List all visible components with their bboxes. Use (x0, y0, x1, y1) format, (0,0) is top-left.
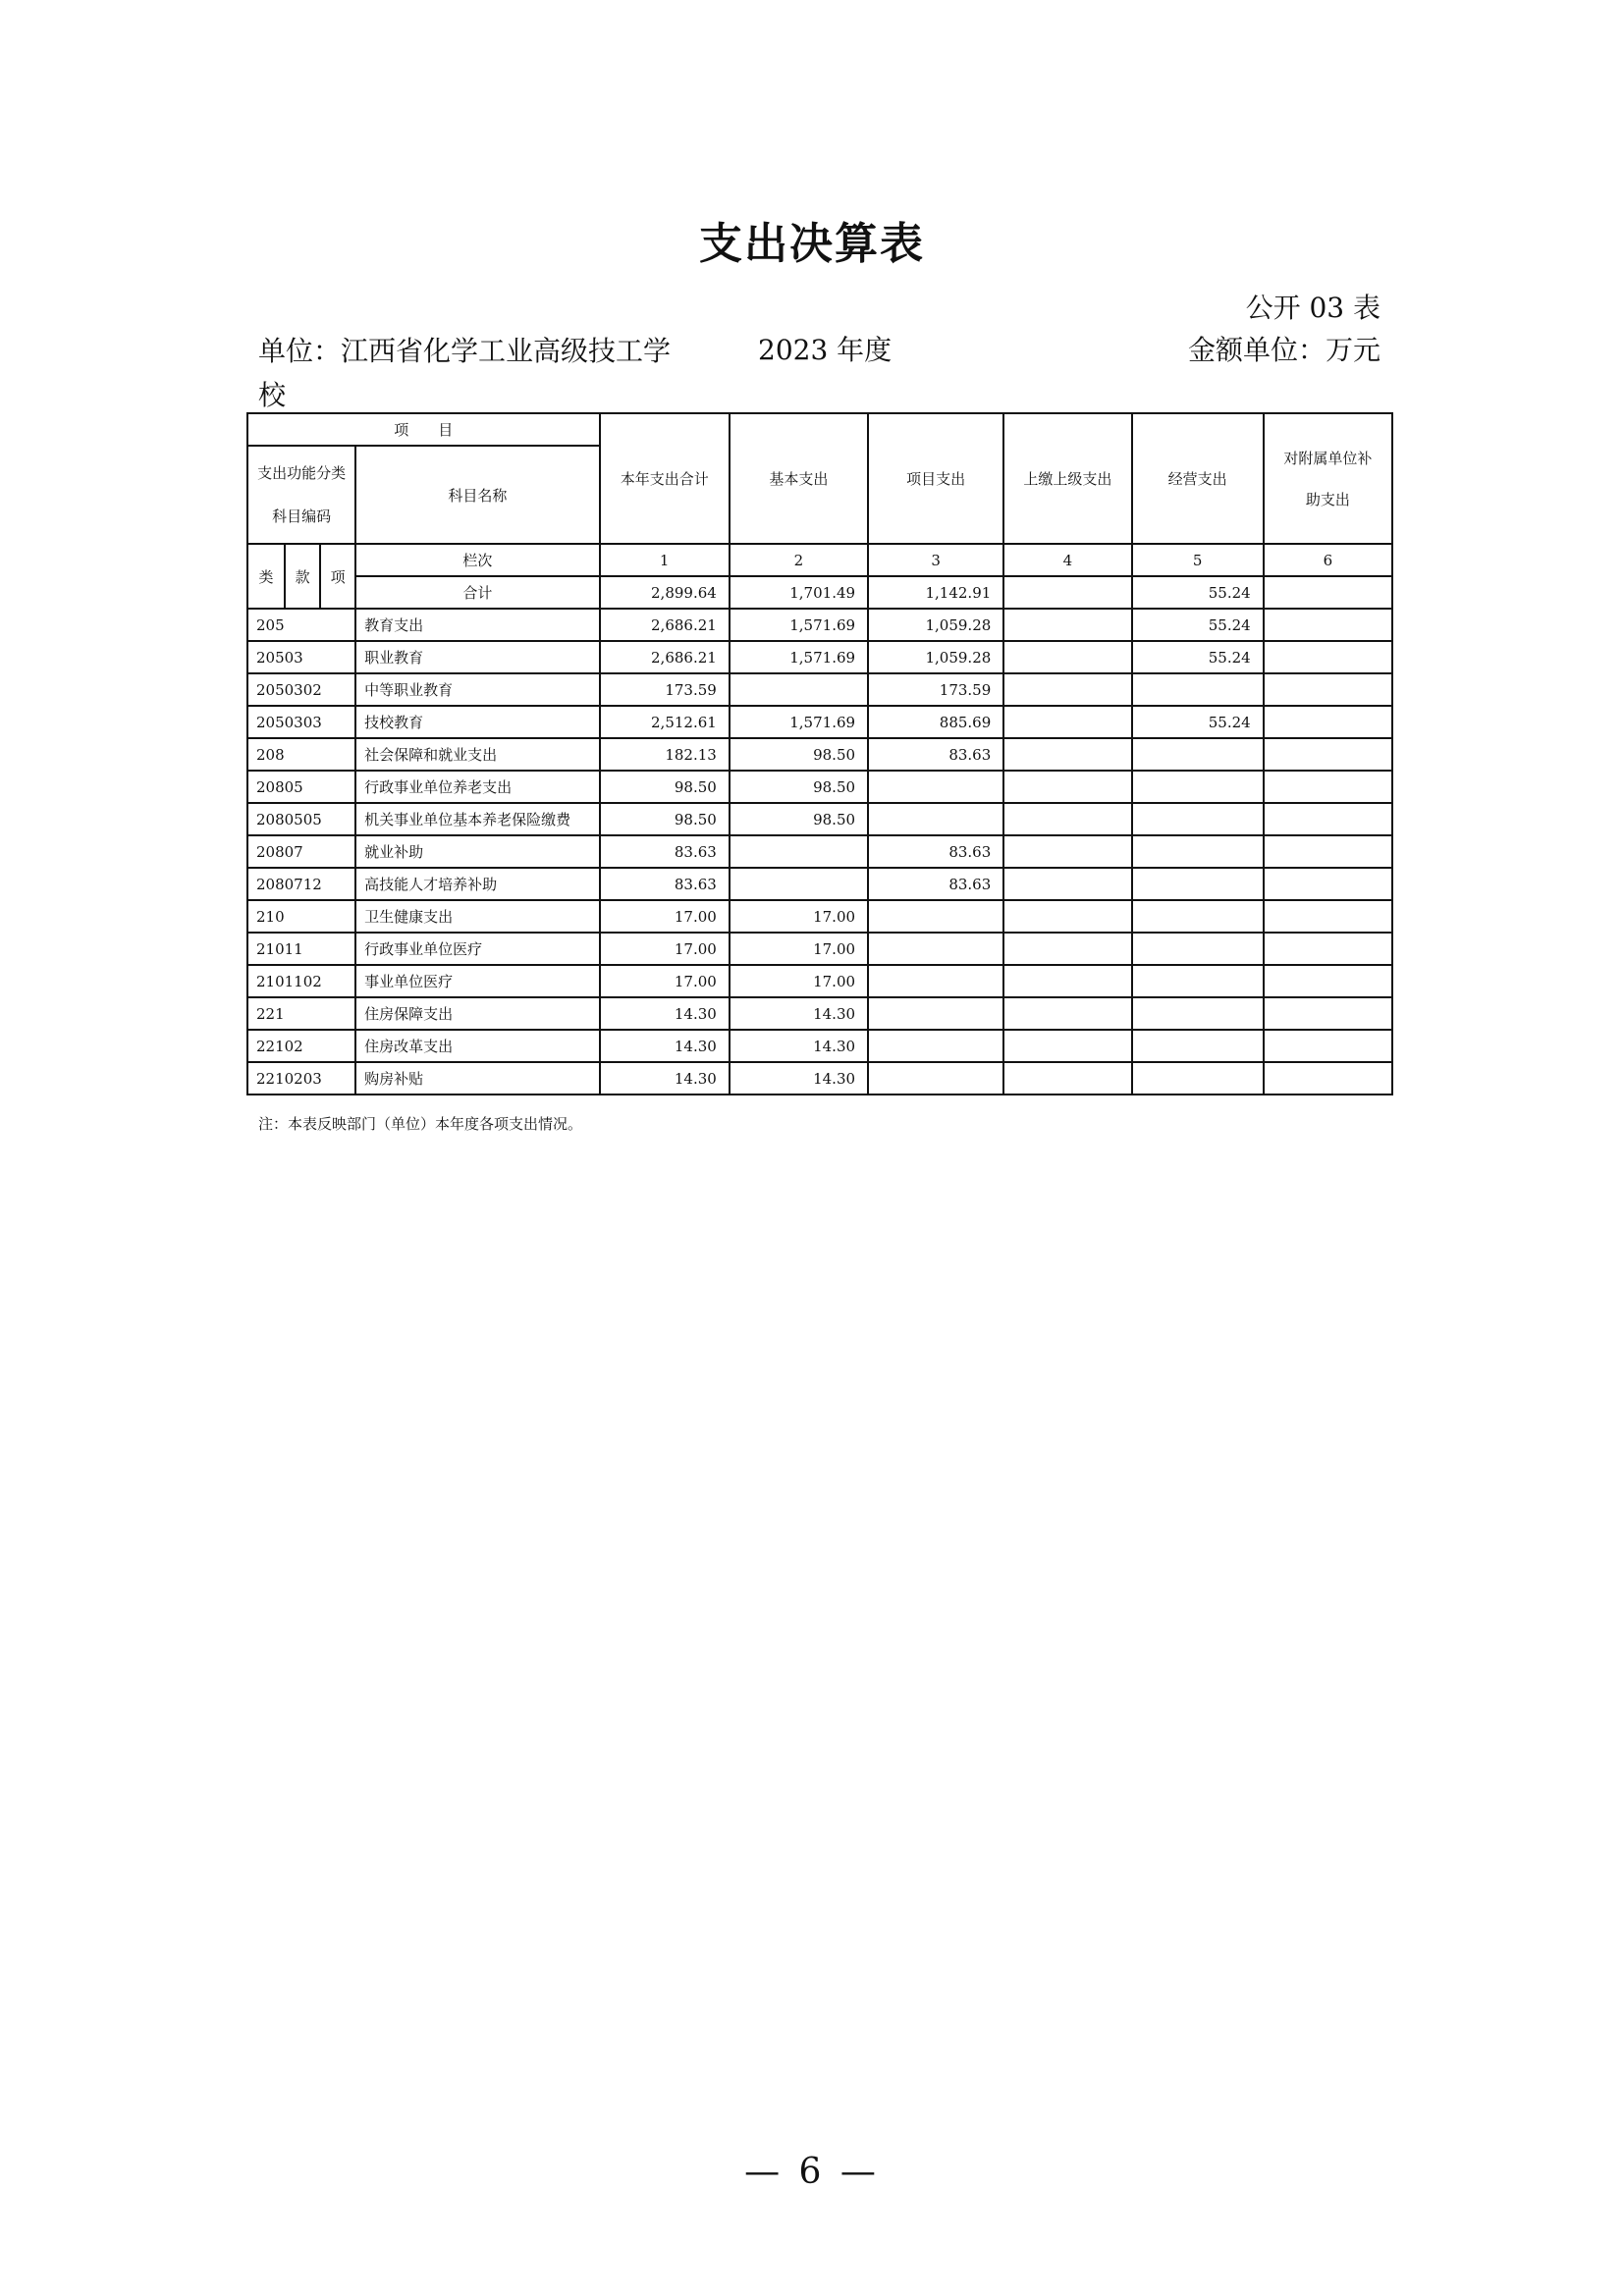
row-c1: 83.63 (600, 868, 730, 900)
row-c3 (868, 771, 1003, 803)
fiscal-year: 2023 年度 (758, 334, 893, 366)
row-c6 (1264, 609, 1392, 641)
row-c4 (1003, 641, 1131, 673)
table-note: 注：本表反映部门（单位）本年度各项支出情况。 (258, 1115, 583, 1133)
row-c1: 14.30 (600, 1062, 730, 1095)
row-c2 (730, 868, 868, 900)
header-kuan: 款 (285, 544, 320, 609)
table-body (247, 609, 1392, 1095)
row-code: 2080505 (247, 803, 355, 835)
row-c3: 83.63 (868, 738, 1003, 771)
row-c1: 2,512.61 (600, 706, 730, 738)
row-subject-name: 高技能人才培养补助 (355, 868, 599, 900)
table-row (247, 1062, 1392, 1095)
row-c2: 14.30 (730, 1062, 868, 1095)
table-row (247, 641, 1392, 673)
row-c4 (1003, 933, 1131, 965)
header-col3: 项目支出 (868, 413, 1003, 544)
header-n2: 2 (730, 544, 868, 576)
row-c5 (1132, 933, 1264, 965)
row-c2: 17.00 (730, 933, 868, 965)
row-c2 (730, 673, 868, 706)
table-row (247, 965, 1392, 997)
row-code: 2080712 (247, 868, 355, 900)
row-c3: 173.59 (868, 673, 1003, 706)
table-row (247, 803, 1392, 835)
total-c1: 2,899.64 (600, 576, 730, 609)
page-number: — 6 — (744, 2152, 880, 2192)
row-c2: 17.00 (730, 900, 868, 933)
row-subject-name: 购房补贴 (355, 1062, 599, 1095)
row-c2: 14.30 (730, 1030, 868, 1062)
header-col6 (1264, 413, 1392, 544)
row-c5 (1132, 868, 1264, 900)
row-c5 (1132, 771, 1264, 803)
row-c5 (1132, 965, 1264, 997)
row-c3: 83.63 (868, 868, 1003, 900)
row-subject-name: 教育支出 (355, 609, 599, 641)
row-c6 (1264, 900, 1392, 933)
row-c5 (1132, 1030, 1264, 1062)
row-c3 (868, 965, 1003, 997)
total-c6 (1264, 576, 1392, 609)
header-col-label: 栏次 (355, 544, 599, 576)
table-header (247, 413, 1392, 609)
row-c6 (1264, 997, 1392, 1030)
row-c2: 98.50 (730, 738, 868, 771)
row-subject-name: 职业教育 (355, 641, 599, 673)
row-c1: 173.59 (600, 673, 730, 706)
header-item: 项 目 (247, 413, 600, 446)
header-n5: 5 (1132, 544, 1264, 576)
row-code: 208 (247, 738, 355, 771)
header-n4: 4 (1003, 544, 1131, 576)
row-c4 (1003, 803, 1131, 835)
row-c6 (1264, 738, 1392, 771)
row-c5 (1132, 803, 1264, 835)
row-c3: 885.69 (868, 706, 1003, 738)
row-c1: 98.50 (600, 771, 730, 803)
row-c4 (1003, 1030, 1131, 1062)
header-lei: 类 (247, 544, 285, 609)
table-row (247, 1030, 1392, 1062)
row-c3 (868, 900, 1003, 933)
row-c4 (1003, 738, 1131, 771)
row-code: 210 (247, 900, 355, 933)
header-func-code (247, 446, 355, 544)
row-c3 (868, 1062, 1003, 1095)
row-code: 20807 (247, 835, 355, 868)
row-c3 (868, 933, 1003, 965)
row-c6 (1264, 706, 1392, 738)
row-subject-name: 技校教育 (355, 706, 599, 738)
row-code: 221 (247, 997, 355, 1030)
header-col4: 上缴上级支出 (1003, 413, 1131, 544)
header-col2: 基本支出 (730, 413, 868, 544)
row-c4 (1003, 1062, 1131, 1095)
row-c3 (868, 803, 1003, 835)
row-c2: 14.30 (730, 997, 868, 1030)
table-row (247, 673, 1392, 706)
row-c1: 2,686.21 (600, 609, 730, 641)
header-col6-line2: 助支出 (1305, 490, 1350, 508)
row-c2: 17.00 (730, 965, 868, 997)
row-c6 (1264, 835, 1392, 868)
row-c4 (1003, 673, 1131, 706)
row-c1: 14.30 (600, 997, 730, 1030)
row-c6 (1264, 803, 1392, 835)
row-c1: 17.00 (600, 933, 730, 965)
row-c4 (1003, 835, 1131, 868)
header-func-code-line1: 支出功能分类 (257, 464, 347, 482)
row-c2 (730, 835, 868, 868)
row-c4 (1003, 706, 1131, 738)
row-subject-name: 社会保障和就业支出 (355, 738, 599, 771)
row-code: 20503 (247, 641, 355, 673)
row-c1: 17.00 (600, 965, 730, 997)
row-c1: 14.30 (600, 1030, 730, 1062)
row-c6 (1264, 868, 1392, 900)
total-row (247, 576, 1392, 609)
row-c4 (1003, 609, 1131, 641)
row-c1: 182.13 (600, 738, 730, 771)
row-code: 2210203 (247, 1062, 355, 1095)
header-func-code-line2: 科目编码 (272, 507, 332, 525)
row-c6 (1264, 771, 1392, 803)
form-number: 公开 03 表 (1245, 292, 1380, 324)
row-c1: 17.00 (600, 900, 730, 933)
row-subject-name: 住房改革支出 (355, 1030, 599, 1062)
row-subject-name: 行政事业单位养老支出 (355, 771, 599, 803)
table-row (247, 706, 1392, 738)
table-row (247, 868, 1392, 900)
row-code: 21011 (247, 933, 355, 965)
header-col5: 经营支出 (1132, 413, 1264, 544)
row-c4 (1003, 997, 1131, 1030)
row-c3 (868, 997, 1003, 1030)
row-c4 (1003, 965, 1131, 997)
row-subject-name: 卫生健康支出 (355, 900, 599, 933)
row-c4 (1003, 868, 1131, 900)
header-col1: 本年支出合计 (600, 413, 730, 544)
row-c4 (1003, 900, 1131, 933)
row-code: 20805 (247, 771, 355, 803)
row-c3 (868, 1030, 1003, 1062)
header-subject-name: 科目名称 (355, 446, 599, 544)
row-c6 (1264, 933, 1392, 965)
row-subject-name: 住房保障支出 (355, 997, 599, 1030)
row-c5 (1132, 900, 1264, 933)
row-c3: 1,059.28 (868, 609, 1003, 641)
total-c3: 1,142.91 (868, 576, 1003, 609)
row-code: 2050302 (247, 673, 355, 706)
row-c2: 98.50 (730, 803, 868, 835)
page-title: 支出决算表 (699, 219, 925, 269)
header-n1: 1 (600, 544, 730, 576)
total-label: 合计 (355, 576, 599, 609)
expenditure-table (246, 412, 1393, 1095)
row-c5: 55.24 (1132, 641, 1264, 673)
row-subject-name: 中等职业教育 (355, 673, 599, 706)
row-c1: 2,686.21 (600, 641, 730, 673)
row-c2: 98.50 (730, 771, 868, 803)
row-code: 2050303 (247, 706, 355, 738)
row-c5: 55.24 (1132, 706, 1264, 738)
row-subject-name: 就业补助 (355, 835, 599, 868)
table-row (247, 835, 1392, 868)
row-c3: 1,059.28 (868, 641, 1003, 673)
header-col6-line1: 对附属单位补 (1283, 449, 1373, 467)
row-c1: 83.63 (600, 835, 730, 868)
row-c5: 55.24 (1132, 609, 1264, 641)
row-subject-name: 行政事业单位医疗 (355, 933, 599, 965)
row-c5 (1132, 738, 1264, 771)
row-c4 (1003, 771, 1131, 803)
total-c2: 1,701.49 (730, 576, 868, 609)
row-c5 (1132, 835, 1264, 868)
row-c2: 1,571.69 (730, 641, 868, 673)
table-row (247, 933, 1392, 965)
row-subject-name: 机关事业单位基本养老保险缴费 (355, 803, 599, 835)
header-n6: 6 (1264, 544, 1392, 576)
row-c6 (1264, 673, 1392, 706)
table-row (247, 609, 1392, 641)
header-n3: 3 (868, 544, 1003, 576)
table-row (247, 997, 1392, 1030)
row-c6 (1264, 641, 1392, 673)
row-c3: 83.63 (868, 835, 1003, 868)
table-row (247, 900, 1392, 933)
row-c5 (1132, 673, 1264, 706)
row-c2: 1,571.69 (730, 706, 868, 738)
row-c1: 98.50 (600, 803, 730, 835)
row-c2: 1,571.69 (730, 609, 868, 641)
row-c5 (1132, 1062, 1264, 1095)
row-subject-name: 事业单位医疗 (355, 965, 599, 997)
row-c6 (1264, 1062, 1392, 1095)
row-c6 (1264, 965, 1392, 997)
row-c5 (1132, 997, 1264, 1030)
unit-label: 单位：江西省化学工业高级技工学校 (258, 335, 672, 411)
money-unit: 金额单位：万元 (1187, 334, 1380, 366)
total-c5: 55.24 (1132, 576, 1264, 609)
table-row (247, 771, 1392, 803)
header-xiang: 项 (320, 544, 355, 609)
table-row (247, 738, 1392, 771)
total-c4 (1003, 576, 1131, 609)
row-code: 205 (247, 609, 355, 641)
row-code: 2101102 (247, 965, 355, 997)
row-c6 (1264, 1030, 1392, 1062)
row-code: 22102 (247, 1030, 355, 1062)
